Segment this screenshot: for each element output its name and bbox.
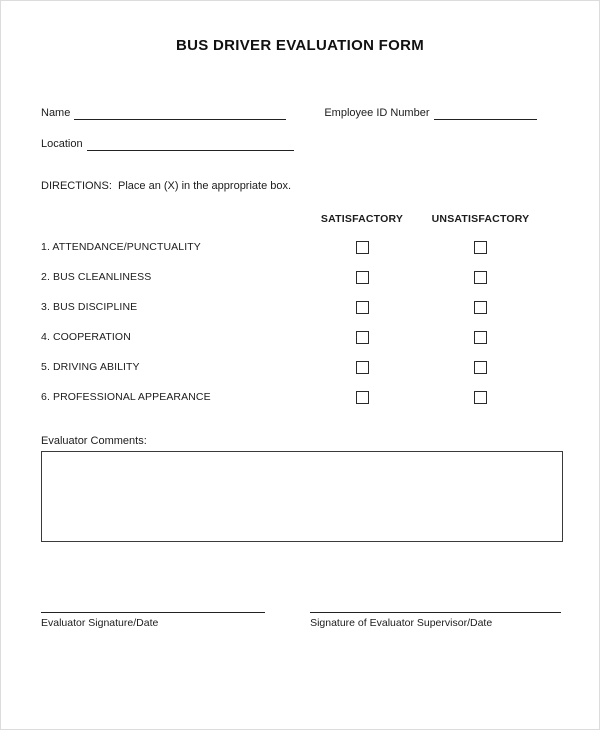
evaluator-signature-label: Evaluator Signature/Date — [41, 617, 159, 629]
location-input[interactable] — [87, 137, 294, 151]
satisfactory-cell-5 — [306, 361, 418, 374]
unsatisfactory-checkbox-4[interactable] — [474, 331, 487, 344]
supervisor-signature-line[interactable] — [310, 599, 561, 613]
evaluator-signature-block — [41, 599, 265, 629]
supervisor-signature-label: Signature of Evaluator Supervisor/Date — [310, 617, 493, 629]
employee-id-field — [324, 106, 536, 120]
satisfactory-column-header: SATISFACTORY — [320, 213, 404, 225]
satisfactory-cell-3 — [306, 301, 418, 314]
satisfactory-checkbox-4[interactable] — [356, 331, 369, 344]
unsatisfactory-cell-1 — [418, 241, 543, 254]
satisfactory-cell-6 — [306, 391, 418, 404]
unsatisfactory-checkbox-5[interactable] — [474, 361, 487, 374]
satisfactory-checkbox-5[interactable] — [356, 361, 369, 374]
evaluation-items — [41, 232, 561, 412]
page-title: BUS DRIVER EVALUATION FORM — [175, 37, 425, 54]
evaluator-comments-label: Evaluator Comments: — [41, 435, 147, 447]
satisfactory-checkbox-3[interactable] — [356, 301, 369, 314]
evaluator-signature-line[interactable] — [41, 599, 265, 613]
location-label: Location — [41, 138, 83, 150]
item-label-2: 2. BUS CLEANLINESS — [41, 271, 152, 283]
signature-row — [41, 599, 561, 629]
location-field — [41, 137, 294, 151]
unsatisfactory-cell-2 — [418, 271, 543, 284]
evaluator-comments-box[interactable] — [41, 451, 563, 542]
name-employee-row — [41, 106, 561, 120]
satisfactory-cell-1 — [306, 241, 418, 254]
unsatisfactory-cell-5 — [418, 361, 543, 374]
satisfactory-checkbox-1[interactable] — [356, 241, 369, 254]
name-field — [41, 106, 286, 120]
form-content — [1, 106, 599, 629]
evaluation-row-2 — [41, 262, 561, 292]
item-label-4: 4. COOPERATION — [41, 331, 131, 343]
location-row — [41, 137, 561, 151]
evaluation-row-5 — [41, 352, 561, 382]
item-label-5: 5. DRIVING ABILITY — [41, 361, 140, 373]
unsatisfactory-checkbox-1[interactable] — [474, 241, 487, 254]
satisfactory-cell-4 — [306, 331, 418, 344]
employee-id-label: Employee ID Number — [324, 107, 430, 119]
evaluation-row-4 — [41, 322, 561, 352]
name-input[interactable] — [74, 106, 286, 120]
rating-column-headers — [41, 213, 561, 225]
name-label: Name — [41, 107, 71, 119]
item-label-3: 3. BUS DISCIPLINE — [41, 301, 138, 313]
unsatisfactory-cell-3 — [418, 301, 543, 314]
evaluation-row-1 — [41, 232, 561, 262]
satisfactory-checkbox-6[interactable] — [356, 391, 369, 404]
unsatisfactory-checkbox-2[interactable] — [474, 271, 487, 284]
unsatisfactory-checkbox-3[interactable] — [474, 301, 487, 314]
directions-text: DIRECTIONS: Place an (X) in the appropriate box. — [41, 180, 292, 192]
satisfactory-checkbox-2[interactable] — [356, 271, 369, 284]
unsatisfactory-cell-4 — [418, 331, 543, 344]
evaluation-row-3 — [41, 292, 561, 322]
supervisor-signature-block — [310, 599, 561, 629]
unsatisfactory-column-header: UNSATISFACTORY — [431, 213, 530, 225]
unsatisfactory-checkbox-6[interactable] — [474, 391, 487, 404]
satisfactory-cell-2 — [306, 271, 418, 284]
unsatisfactory-cell-6 — [418, 391, 543, 404]
employee-id-input[interactable] — [434, 106, 537, 120]
evaluation-row-6 — [41, 382, 561, 412]
item-label-6: 6. PROFESSIONAL APPEARANCE — [41, 391, 211, 403]
item-label-1: 1. ATTENDANCE/PUNCTUALITY — [41, 241, 201, 253]
